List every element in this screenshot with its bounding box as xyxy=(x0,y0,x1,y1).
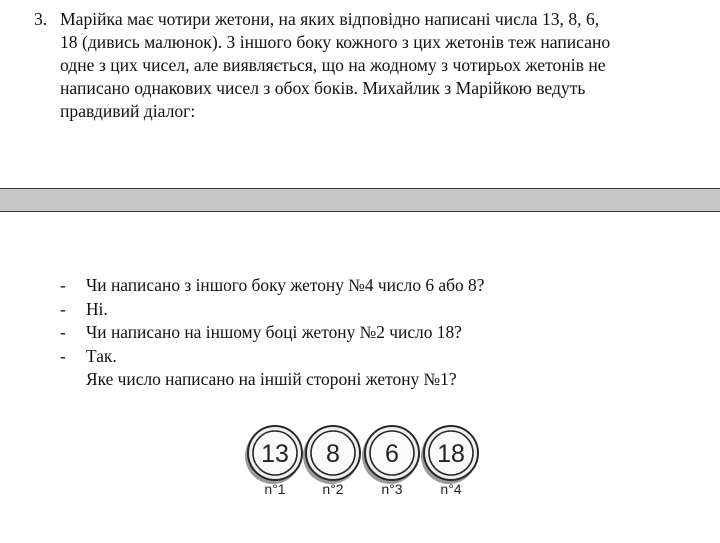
token-1 xyxy=(245,426,302,497)
token-value: 6 xyxy=(385,440,399,468)
dialog xyxy=(60,274,680,392)
dialog-dash: - xyxy=(60,322,66,343)
dialog-line xyxy=(60,274,680,298)
dialog-line xyxy=(60,321,680,345)
token-2 xyxy=(303,426,360,497)
problem-line: 18 (дивись малюнок). З іншого боку кожного з цих жетонів теж написано xyxy=(60,32,611,52)
token-3 xyxy=(362,426,419,497)
section-divider xyxy=(0,188,720,212)
dialog-dash: - xyxy=(60,275,66,295)
dialog-line xyxy=(60,298,680,322)
problem-text xyxy=(60,8,694,123)
tokens-figure xyxy=(243,422,483,498)
problem-statement xyxy=(34,8,694,123)
dialog-line xyxy=(60,345,680,369)
dialog-text: Яке число написано на іншій стороні жетону №1? xyxy=(86,369,457,390)
problem-number: 3. xyxy=(34,9,48,29)
token-label: n°4 xyxy=(440,481,462,497)
dialog-question xyxy=(60,368,680,392)
token-value: 13 xyxy=(261,440,289,468)
dialog-text: Чи написано з іншого боку жетону №4 число 6 або 8? xyxy=(86,275,485,295)
problem-line: написано однакових чисел з обох боків. Михайлик з Марійкою ведуть xyxy=(60,78,586,98)
dialog-dash: - xyxy=(60,345,66,366)
token-4 xyxy=(421,426,478,497)
dialog-dash: - xyxy=(60,298,66,319)
token-label: n°3 xyxy=(381,481,403,497)
token-value: 8 xyxy=(326,440,340,468)
token-label: n°1 xyxy=(264,481,286,497)
token-label: n°2 xyxy=(322,481,344,497)
dialog-text: Чи написано на іншому боці жетону №2 число 18? xyxy=(86,322,462,343)
problem-line: Марійка має чотири жетони, на яких відповідно написані числа 13, 8, 6, xyxy=(60,9,600,29)
problem-line: правдивий діалог: xyxy=(60,101,196,121)
dialog-text: Ні. xyxy=(86,298,108,319)
token-value: 18 xyxy=(437,440,465,468)
dialog-text: Так. xyxy=(86,345,117,366)
problem-line: одне з цих чисел, але виявляється, що на жодному з чотирьох жетонів не xyxy=(60,55,606,75)
tokens-illustration xyxy=(243,422,483,498)
